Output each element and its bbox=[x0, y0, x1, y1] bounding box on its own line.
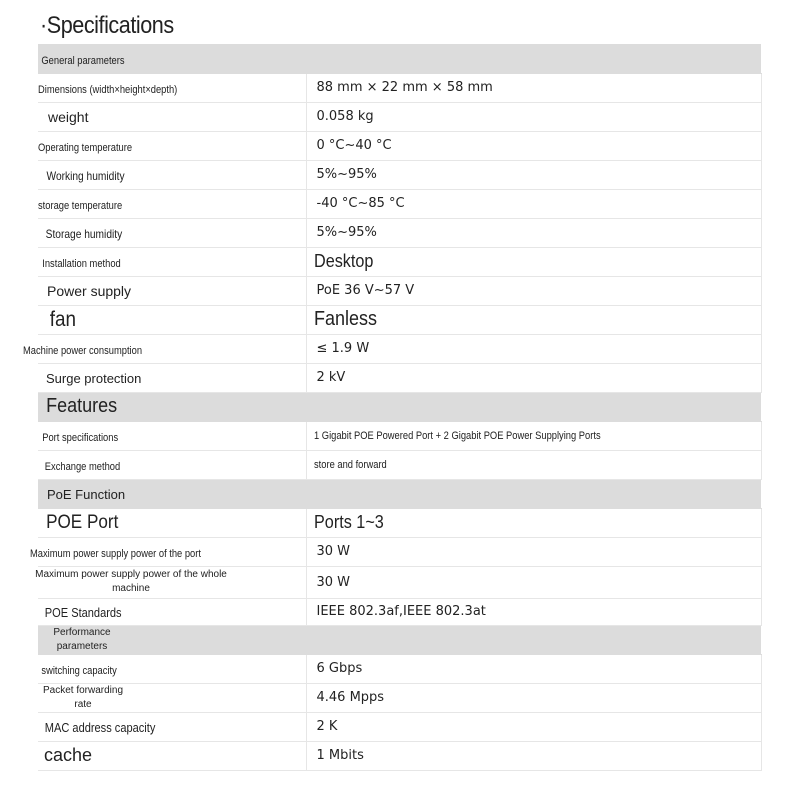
table-row bbox=[38, 160, 761, 189]
table-row bbox=[38, 334, 761, 363]
row-value: 1 Mbits bbox=[316, 748, 364, 763]
row-label: switching capacity bbox=[41, 665, 117, 677]
section-title: Features bbox=[46, 395, 118, 417]
table-row bbox=[38, 683, 761, 712]
row-label: Machine power consumption bbox=[23, 345, 143, 357]
row-label: Working humidity bbox=[46, 169, 125, 183]
row-value: Fanless bbox=[313, 308, 377, 330]
row-label: Dimensions (width×height×depth) bbox=[38, 84, 178, 96]
row-value: 88 mm × 22 mm × 58 mm bbox=[316, 80, 493, 95]
row-label: weight bbox=[48, 109, 89, 125]
table-row bbox=[38, 363, 761, 392]
table-row bbox=[38, 450, 761, 479]
row-label: cache bbox=[44, 745, 93, 765]
row-label: POE Standards bbox=[44, 605, 122, 620]
table-row bbox=[38, 598, 761, 625]
row-value: 2 K bbox=[316, 719, 338, 734]
table-row bbox=[38, 537, 761, 566]
section-header-performance bbox=[38, 625, 761, 654]
table-row bbox=[38, 247, 761, 276]
row-label: fan bbox=[49, 307, 76, 331]
row-value: 5%~95% bbox=[316, 167, 377, 182]
row-label: Packet forwarding rate bbox=[42, 684, 124, 710]
table-row bbox=[38, 712, 761, 741]
row-label: Surge protection bbox=[46, 371, 142, 386]
section-header-general bbox=[38, 44, 761, 73]
row-value: 30 W bbox=[316, 544, 351, 559]
table-row bbox=[38, 189, 761, 218]
table-row bbox=[38, 73, 761, 102]
row-value: 0 °C~40 °C bbox=[316, 138, 392, 153]
section-header-poe bbox=[38, 479, 761, 508]
row-value: ≤ 1.9 W bbox=[316, 341, 370, 356]
table-row bbox=[38, 566, 761, 598]
row-value: store and forward bbox=[313, 459, 387, 471]
row-value: 4.46 Mpps bbox=[316, 690, 385, 705]
row-label: MAC address capacity bbox=[44, 720, 156, 735]
row-value: 2 kV bbox=[316, 370, 346, 385]
section-title: PoE Function bbox=[47, 487, 126, 502]
row-label: Maximum power supply power of the whole machine bbox=[35, 569, 227, 594]
table-row bbox=[38, 218, 761, 247]
row-label: Exchange method bbox=[44, 461, 121, 473]
row-value: Ports 1~3 bbox=[313, 512, 384, 532]
row-value: IEEE 802.3af,IEEE 802.3at bbox=[316, 604, 486, 619]
table-row bbox=[38, 421, 761, 450]
row-label: Maximum power supply power of the port bbox=[30, 548, 201, 560]
row-value: 6 Gbps bbox=[316, 661, 363, 676]
row-label: Port specifications bbox=[42, 432, 119, 444]
section-title: Performance parameters bbox=[53, 626, 111, 652]
row-value: 1 Gigabit POE Powered Port + 2 Gigabit POE Power Supplying Ports bbox=[313, 430, 601, 442]
row-label: Power supply bbox=[47, 283, 132, 299]
table-row bbox=[38, 102, 761, 131]
table-row bbox=[38, 305, 761, 334]
table-row bbox=[38, 131, 761, 160]
row-label: Storage humidity bbox=[45, 227, 123, 241]
row-value: 5%~95% bbox=[316, 225, 377, 240]
section-title: General parameters bbox=[41, 54, 125, 67]
page-title: ·Specifications bbox=[40, 12, 174, 39]
row-value: -40 °C~85 °C bbox=[316, 196, 405, 211]
table-row bbox=[38, 276, 761, 305]
row-label: Operating temperature bbox=[38, 142, 133, 154]
row-label: Installation method bbox=[42, 258, 121, 270]
specifications-table bbox=[23, 44, 762, 771]
row-value: PoE 36 V~57 V bbox=[316, 283, 415, 298]
table-row bbox=[38, 741, 761, 770]
section-header-features bbox=[38, 392, 761, 421]
table-row bbox=[38, 654, 761, 683]
row-label: POE Port bbox=[46, 511, 119, 533]
row-value: 0.058 kg bbox=[316, 109, 374, 124]
row-label: storage temperature bbox=[38, 200, 123, 212]
row-value: 30 W bbox=[316, 574, 351, 590]
table-row bbox=[38, 508, 761, 537]
row-value: Desktop bbox=[313, 251, 373, 271]
